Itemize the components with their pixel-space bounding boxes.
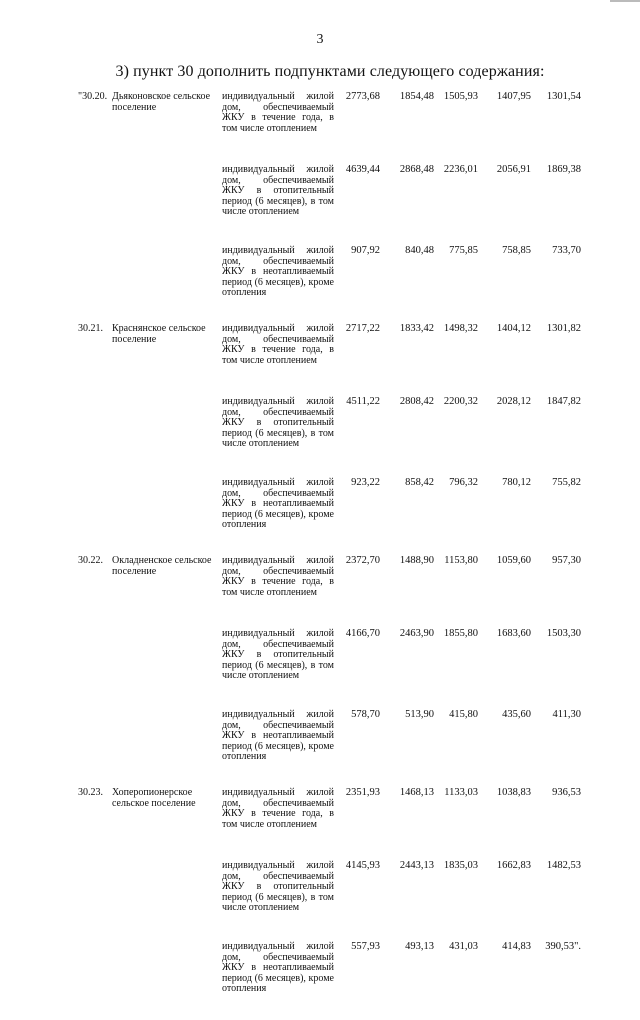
tariff-value: 493,13 (405, 941, 434, 952)
settlement-name: Окладненское сельское поселение (112, 555, 212, 577)
settlement-name: Краснянское сельское поселение (112, 323, 206, 345)
tariff-value: 858,42 (405, 477, 434, 488)
tariff-value: 390,53". (545, 941, 581, 952)
tariff-value: 411,30 (552, 709, 581, 720)
tariff-value: 1301,54 (546, 91, 581, 102)
tariff-value: 840,48 (405, 245, 434, 256)
item-number: 30.21. (78, 323, 103, 334)
tariff-value: 1488,90 (399, 555, 434, 566)
housing-description: индивидуальный жилой дом, обеспечиваемый ЖКУ в неотапливаемый период (6 месяцев), кроме отопления (222, 477, 334, 530)
tariff-value: 1133,03 (444, 787, 478, 798)
housing-description: индивидуальный жилой дом, обеспечиваемый ЖКУ в неотапливаемый период (6 месяцев), кроме отопления (222, 245, 334, 298)
tariff-value: 1505,93 (443, 91, 478, 102)
tariff-value: 513,90 (405, 709, 434, 720)
tariff-value: 1854,48 (399, 91, 434, 102)
tariff-value: 1683,60 (496, 628, 531, 639)
table-row (78, 396, 581, 469)
item-number: "30.20. (78, 91, 108, 102)
tariff-value: 2351,93 (345, 787, 380, 798)
housing-description: индивидуальный жилой дом, обеспечиваемый ЖКУ в течение года, в том числе отоплением (222, 555, 334, 598)
document-heading: 3) пункт 30 дополнить подпунктами следующего содержания: (115, 63, 545, 80)
tariff-value: 578,70 (351, 709, 380, 720)
housing-description: индивидуальный жилой дом, обеспечиваемый ЖКУ в отопительный период (6 месяцев), в том числе отоплением (222, 628, 334, 681)
tariff-value: 1503,30 (546, 628, 581, 639)
tariff-value: 4145,93 (345, 860, 380, 871)
tariff-value: 907,92 (351, 245, 380, 256)
table-group (78, 91, 581, 310)
page-edge-mark (610, 0, 640, 2)
tariff-value: 755,82 (552, 477, 581, 488)
tariff-value: 2056,91 (496, 164, 531, 175)
tariff-value: 733,70 (552, 245, 581, 256)
tariff-value: 923,22 (351, 477, 380, 488)
tariff-value: 1407,95 (496, 91, 531, 102)
tariff-value: 4166,70 (345, 628, 380, 639)
tariff-value: 414,83 (502, 941, 531, 952)
table-row (78, 164, 581, 237)
settlement-name: Дьяконовское сельское поселение (112, 91, 211, 113)
table-row (78, 245, 581, 310)
tariff-value: 1869,38 (546, 164, 581, 175)
tariff-value: 775,85 (449, 245, 478, 256)
tariff-value: 758,85 (502, 245, 531, 256)
tariff-value: 1833,42 (399, 323, 434, 334)
tariff-value: 1662,83 (496, 860, 531, 871)
tariff-value: 431,03 (449, 941, 478, 952)
item-number: 30.23. (78, 787, 103, 798)
tariff-value: 796,32 (449, 477, 478, 488)
tariff-value: 1038,83 (496, 787, 531, 798)
tariff-value: 1835,03 (443, 860, 478, 871)
table-row (78, 323, 581, 388)
tariff-value: 2443,13 (399, 860, 434, 871)
tariff-value: 2236,01 (443, 164, 478, 175)
table-group (78, 555, 581, 774)
housing-description: индивидуальный жилой дом, обеспечиваемый ЖКУ в отопительный период (6 месяцев), в том числе отоплением (222, 396, 334, 449)
tariff-value: 2200,32 (443, 396, 478, 407)
tariff-value: 435,60 (502, 709, 531, 720)
tariff-value: 2773,68 (345, 91, 380, 102)
tariff-value: 1404,12 (496, 323, 531, 334)
tariff-value: 2028,12 (496, 396, 531, 407)
housing-description: индивидуальный жилой дом, обеспечиваемый ЖКУ в течение года, в том числе отоплением (222, 323, 334, 366)
table-row (78, 555, 581, 620)
table-row (78, 91, 581, 156)
housing-description: индивидуальный жилой дом, обеспечиваемый ЖКУ в течение года, в том числе отоплением (222, 91, 334, 134)
tariff-table (78, 91, 581, 1020)
table-row (78, 709, 581, 774)
table-row (78, 787, 581, 852)
tariff-value: 4511,22 (346, 396, 380, 407)
table-row (78, 628, 581, 701)
table-group (78, 787, 581, 1006)
tariff-value: 2717,22 (345, 323, 380, 334)
tariff-value: 1468,13 (399, 787, 434, 798)
table-row (78, 477, 581, 542)
housing-description: индивидуальный жилой дом, обеспечиваемый ЖКУ в отопительный период (6 месяцев), в том числе отоплением (222, 860, 334, 913)
settlement-name: Хоперопионерское сельское поселение (112, 787, 196, 809)
tariff-value: 2463,90 (399, 628, 434, 639)
housing-description: индивидуальный жилой дом, обеспечиваемый ЖКУ в неотапливаемый период (6 месяцев), кроме отопления (222, 941, 334, 994)
tariff-value: 957,30 (552, 555, 581, 566)
housing-description: индивидуальный жилой дом, обеспечиваемый ЖКУ в неотапливаемый период (6 месяцев), кроме отопления (222, 709, 334, 762)
tariff-value: 1482,53 (546, 860, 581, 871)
housing-description: индивидуальный жилой дом, обеспечиваемый ЖКУ в течение года, в том числе отоплением (222, 787, 334, 830)
tariff-value: 1855,80 (443, 628, 478, 639)
table-group (78, 323, 581, 542)
tariff-value: 2372,70 (345, 555, 380, 566)
tariff-value: 1153,80 (444, 555, 478, 566)
item-number: 30.22. (78, 555, 103, 566)
tariff-value: 557,93 (351, 941, 380, 952)
table-row (78, 860, 581, 933)
tariff-value: 1847,82 (546, 396, 581, 407)
tariff-value: 1059,60 (496, 555, 531, 566)
tariff-value: 1301,82 (546, 323, 581, 334)
page-number: 3 (316, 32, 324, 47)
tariff-value: 780,12 (502, 477, 531, 488)
tariff-value: 936,53 (552, 787, 581, 798)
tariff-value: 2868,48 (399, 164, 434, 175)
tariff-value: 2808,42 (399, 396, 434, 407)
table-row (78, 941, 581, 1006)
tariff-value: 415,80 (449, 709, 478, 720)
tariff-value: 4639,44 (345, 164, 380, 175)
tariff-value: 1498,32 (443, 323, 478, 334)
housing-description: индивидуальный жилой дом, обеспечиваемый ЖКУ в отопительный период (6 месяцев), в том числе отоплением (222, 164, 334, 217)
